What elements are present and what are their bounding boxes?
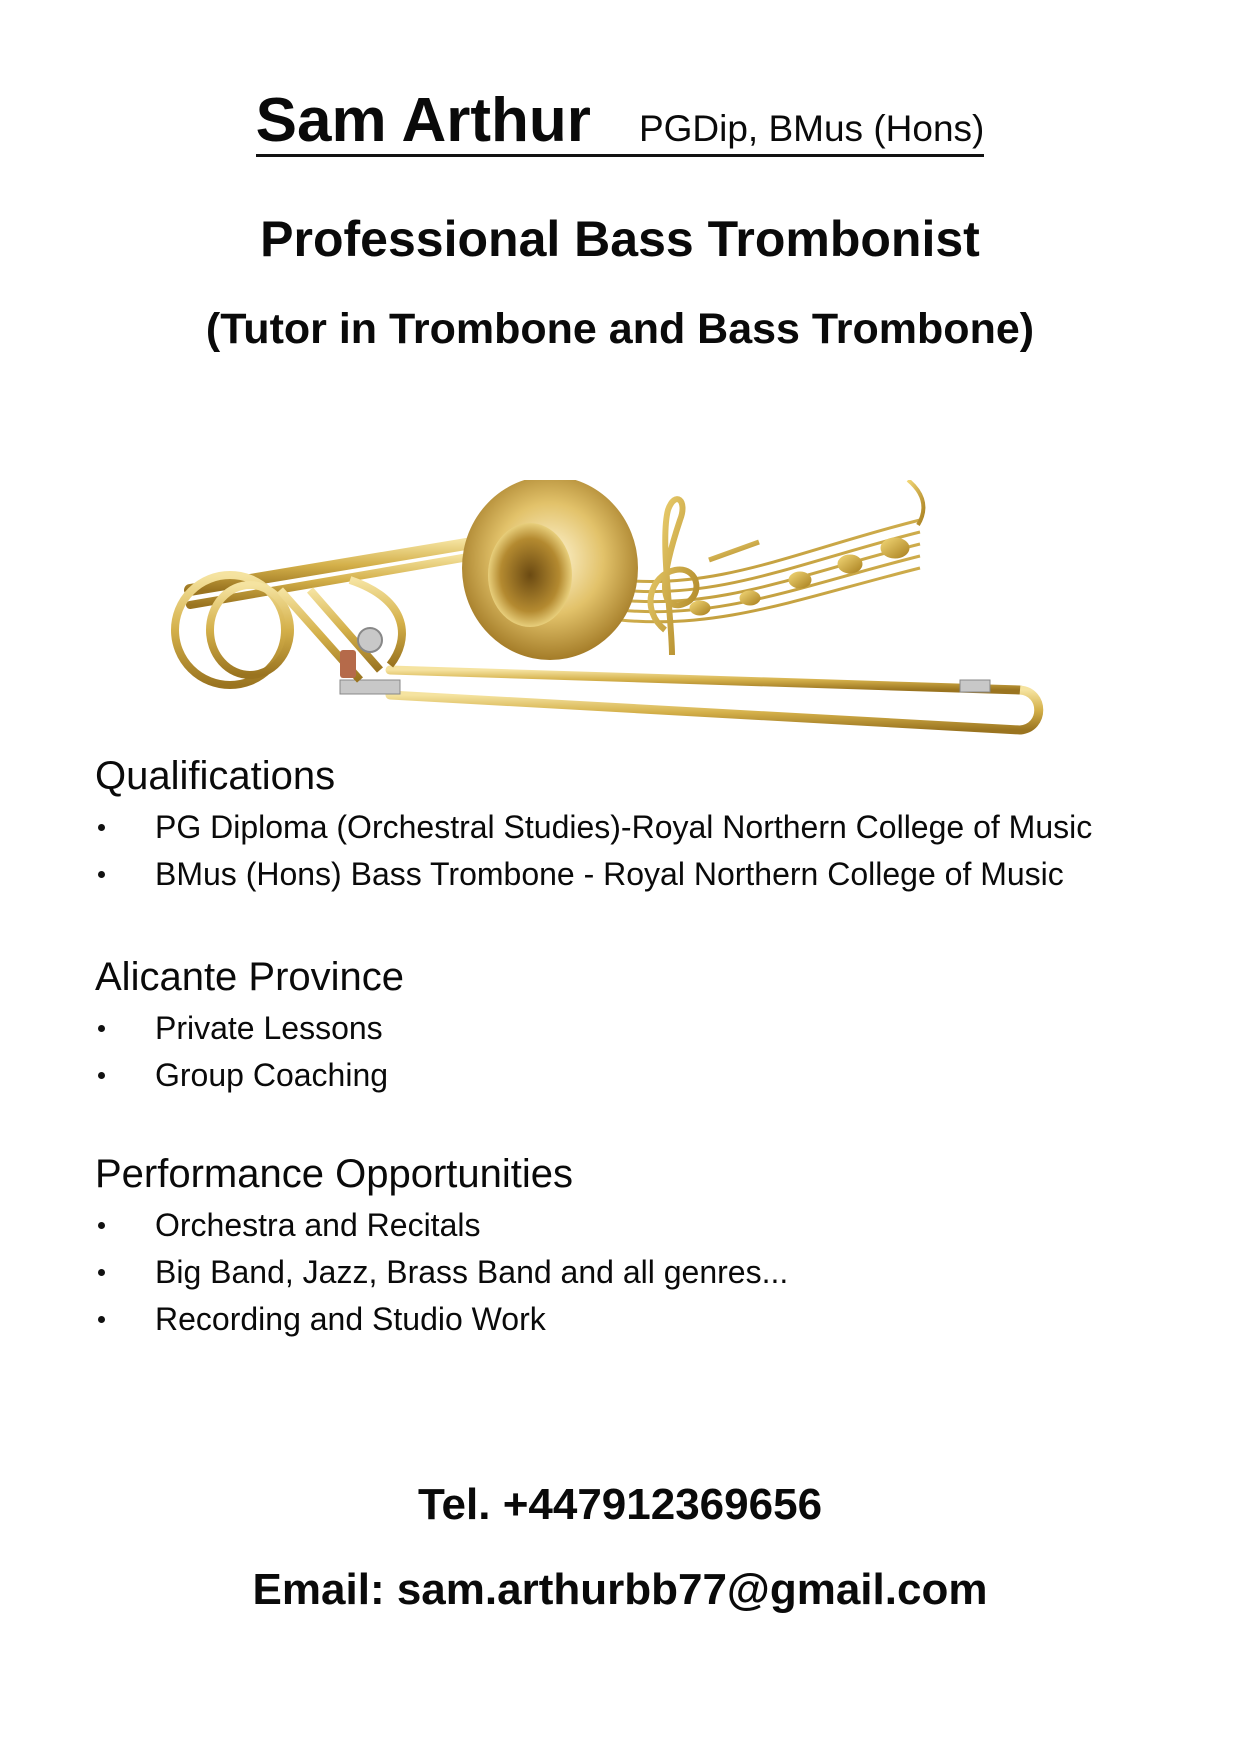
performance-list — [95, 1202, 1195, 1343]
alicante-province-section — [95, 953, 1195, 1099]
list-item-text: Private Lessons — [155, 1010, 383, 1046]
performer-name: Sam Arthur — [255, 86, 591, 155]
treble-clef-icon — [651, 499, 697, 655]
bullet-icon — [98, 1316, 105, 1323]
list-item — [95, 1249, 1195, 1296]
list-item — [95, 851, 1195, 898]
list-item-text: Big Band, Jazz, Brass Band and all genres... — [155, 1254, 789, 1290]
section-heading: Alicante Province — [95, 955, 405, 999]
bell — [462, 480, 638, 660]
email: Email: sam.arthurbb77@gmail.com — [252, 1565, 988, 1614]
list-item — [95, 1052, 1195, 1099]
bullet-icon — [98, 1269, 105, 1276]
header — [0, 86, 1240, 157]
slide — [340, 670, 1039, 730]
bullet-icon — [98, 1222, 105, 1229]
qualifications-list — [95, 804, 1195, 898]
list-item-text: BMus (Hons) Bass Trombone - Royal Northern College of Music — [155, 856, 1064, 892]
list-item-text: PG Diploma (Orchestral Studies)-Royal Northern College of Music — [155, 809, 1093, 845]
list-item-text: Group Coaching — [155, 1057, 389, 1093]
credentials: PGDip, BMus (Hons) — [638, 108, 985, 149]
telephone: Tel. +447912369656 — [417, 1480, 823, 1529]
bullet-icon — [98, 1025, 105, 1032]
services-list — [95, 1005, 1195, 1099]
qualifications-section — [95, 752, 1195, 898]
bullet-icon — [98, 824, 105, 831]
section-heading: Qualifications — [95, 754, 336, 798]
list-item — [95, 804, 1195, 851]
bullet-icon — [98, 1072, 105, 1079]
list-item — [95, 1202, 1195, 1249]
bullet-icon — [98, 871, 105, 878]
list-item-text: Recording and Studio Work — [155, 1301, 546, 1337]
list-item — [95, 1296, 1195, 1343]
performance-opportunities-section — [95, 1150, 1195, 1343]
name-line — [255, 86, 985, 157]
role-title: Professional Bass Trombonist — [260, 211, 980, 267]
section-heading: Performance Opportunities — [95, 1152, 574, 1196]
list-item-text: Orchestra and Recitals — [155, 1207, 481, 1243]
list-item — [95, 1005, 1195, 1052]
tutor-subtitle: (Tutor in Trombone and Bass Trombone) — [205, 305, 1035, 353]
